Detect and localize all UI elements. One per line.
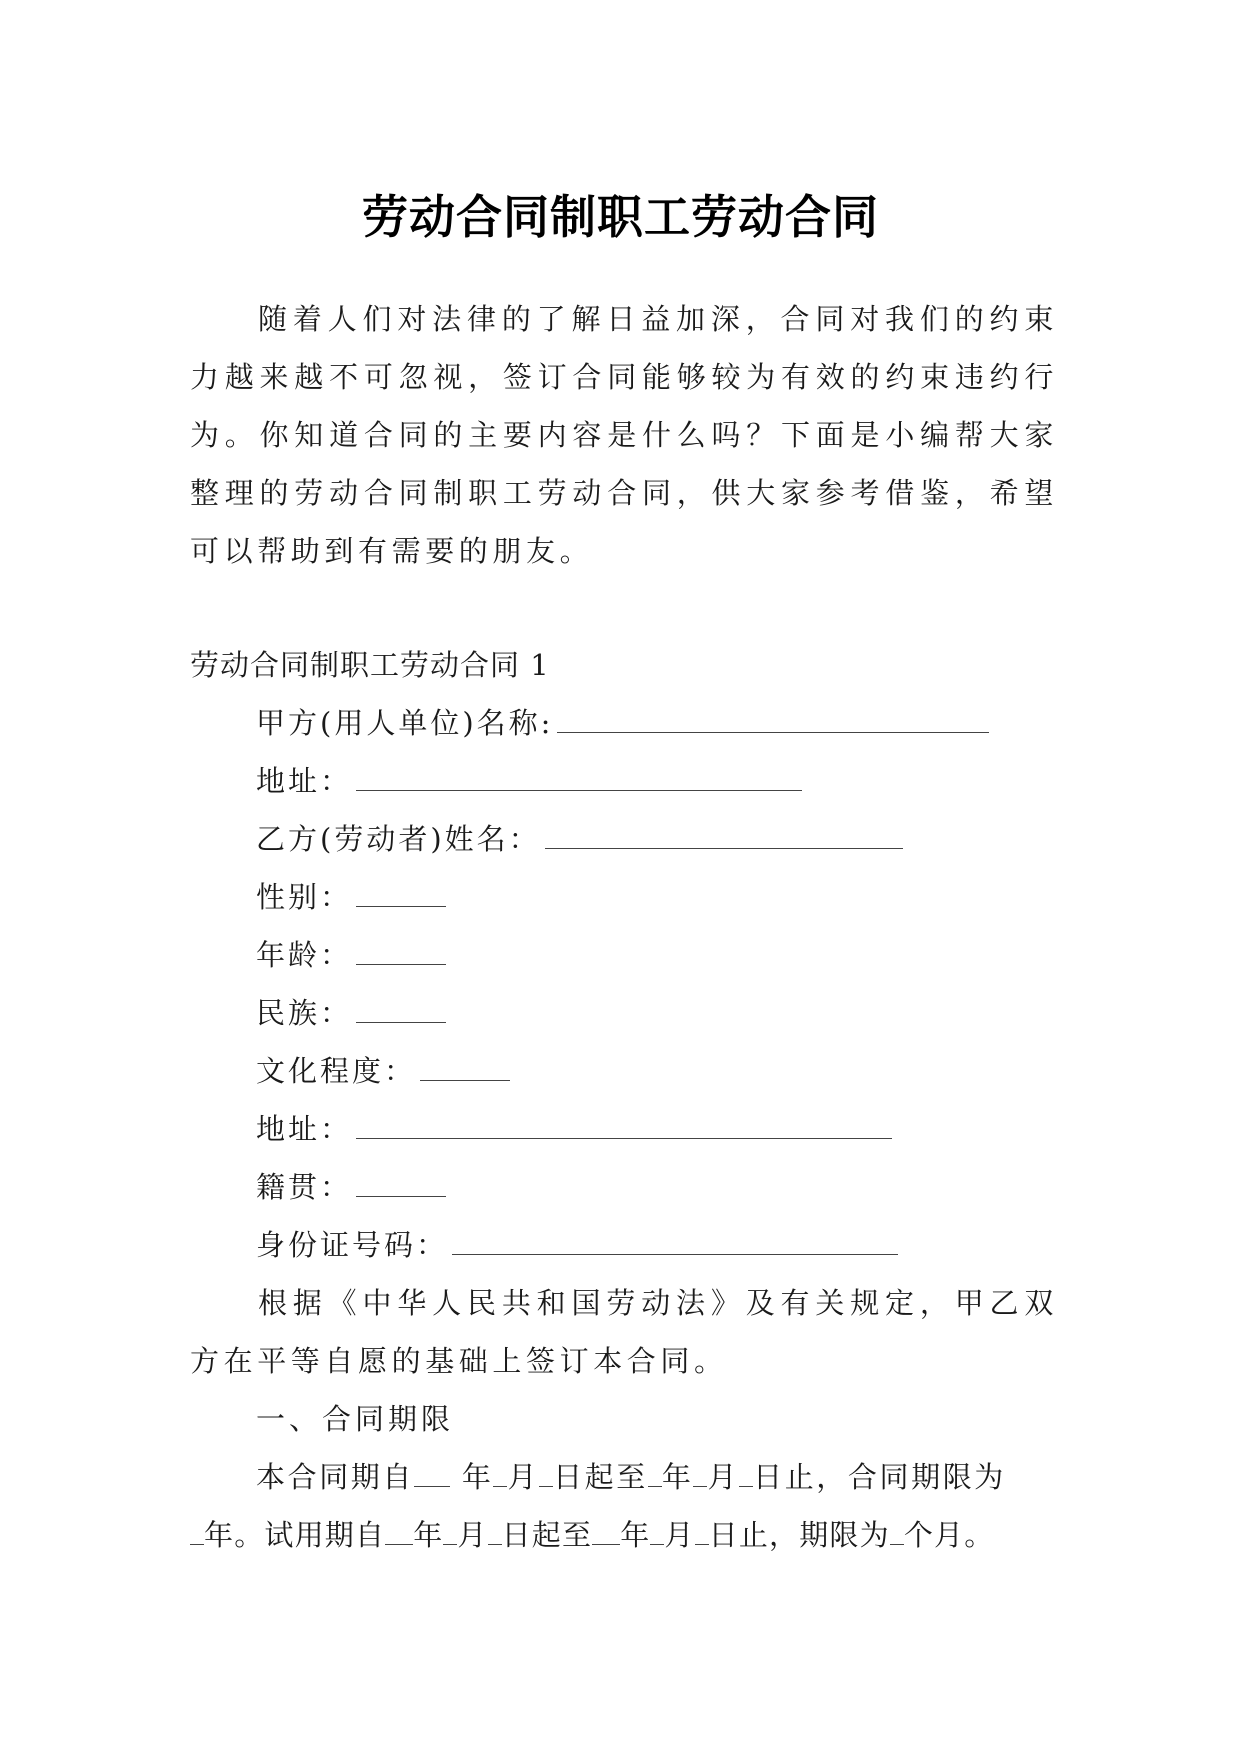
- native-place-blank[interactable]: [356, 1160, 446, 1197]
- term-text: 日止，期限为: [708, 1518, 890, 1552]
- blank[interactable]: [648, 1456, 662, 1487]
- term-text: 年: [461, 1460, 494, 1494]
- employer-address-field: [256, 752, 989, 810]
- field-label: 性别：: [256, 880, 353, 914]
- blank[interactable]: [693, 1456, 707, 1487]
- contract-heading: 劳动合同制职工劳动合同 1: [190, 648, 550, 682]
- blank[interactable]: [739, 1456, 753, 1487]
- blank[interactable]: [592, 1514, 620, 1545]
- employee-address-field: [256, 1100, 989, 1158]
- term-text: 日止，合同期限为: [753, 1460, 1006, 1494]
- blank[interactable]: [493, 1456, 507, 1487]
- term-text: 月: [457, 1518, 488, 1552]
- employee-name-blank[interactable]: [545, 812, 903, 849]
- blank[interactable]: [695, 1514, 709, 1545]
- term-text: 年。试用期自: [204, 1518, 386, 1552]
- intro-paragraph: 随着人们对法律的了解日益加深，合同对我们的约束力越来越不可忽视，签订合同能够较为有效的约束违约行为。你知道合同的主要内容是什么吗？下面是小编帮大家整理的劳动合同制职工劳动合同，供大家参考借鉴，希望可以帮助到有需要的朋友。: [190, 302, 1058, 568]
- field-label: 文化程度：: [256, 1054, 417, 1088]
- document-title: 劳动合同制职工劳动合同: [362, 189, 879, 244]
- term-text: 年: [620, 1518, 651, 1552]
- term-text: 年: [413, 1518, 444, 1552]
- field-label: 地址：: [256, 764, 353, 798]
- term-text: 年: [661, 1460, 694, 1494]
- field-label: 民族：: [256, 996, 353, 1030]
- education-blank[interactable]: [420, 1044, 510, 1081]
- blank[interactable]: [414, 1456, 450, 1487]
- field-label: 年龄：: [256, 938, 353, 972]
- education-field: [256, 1042, 989, 1100]
- field-label: 籍贯：: [256, 1170, 353, 1204]
- gender-blank[interactable]: [356, 870, 446, 907]
- field-label: 甲方(用人单位)名称:: [256, 706, 554, 740]
- field-label: 地址：: [256, 1112, 353, 1146]
- field-label: 乙方(劳动者)姓名：: [256, 822, 541, 856]
- id-number-blank[interactable]: [452, 1218, 898, 1255]
- native-place-field: [256, 1158, 989, 1216]
- field-label: 身份证号码：: [256, 1228, 449, 1262]
- blank[interactable]: [539, 1456, 553, 1487]
- employer-name-blank[interactable]: [557, 696, 989, 733]
- blank[interactable]: [890, 1514, 904, 1545]
- blank[interactable]: [443, 1514, 457, 1545]
- blank[interactable]: [650, 1514, 664, 1545]
- term-text: 日起至: [553, 1460, 648, 1494]
- id-number-field: [256, 1216, 989, 1274]
- term-text: 个月。: [903, 1518, 995, 1552]
- employer-name-field: [256, 694, 989, 752]
- term-text: 月: [664, 1518, 695, 1552]
- gender-field: [256, 868, 989, 926]
- term-line-1: [256, 1448, 1136, 1506]
- blank[interactable]: [190, 1514, 204, 1545]
- employee-name-field: [256, 810, 989, 868]
- ethnicity-field: [256, 984, 989, 1042]
- employee-address-blank[interactable]: [356, 1102, 892, 1139]
- term-text: 本合同期自: [256, 1460, 415, 1494]
- blank[interactable]: [488, 1514, 502, 1545]
- employer-address-blank[interactable]: [356, 754, 802, 791]
- term-text: 日起至: [501, 1518, 593, 1552]
- term-text: 月: [707, 1460, 740, 1494]
- age-blank[interactable]: [356, 928, 446, 965]
- blank[interactable]: [385, 1514, 413, 1545]
- term-line-2: [190, 1506, 1070, 1564]
- ethnicity-blank[interactable]: [356, 986, 446, 1023]
- basis-paragraph: 根据《中华人民共和国劳动法》及有关规定，甲乙双方在平等自愿的基础上签订本合同。: [190, 1286, 1058, 1378]
- age-field: [256, 926, 989, 984]
- form-fields: [256, 694, 989, 1274]
- term-text: 月: [507, 1460, 540, 1494]
- term-heading: 一、合同期限: [256, 1402, 455, 1436]
